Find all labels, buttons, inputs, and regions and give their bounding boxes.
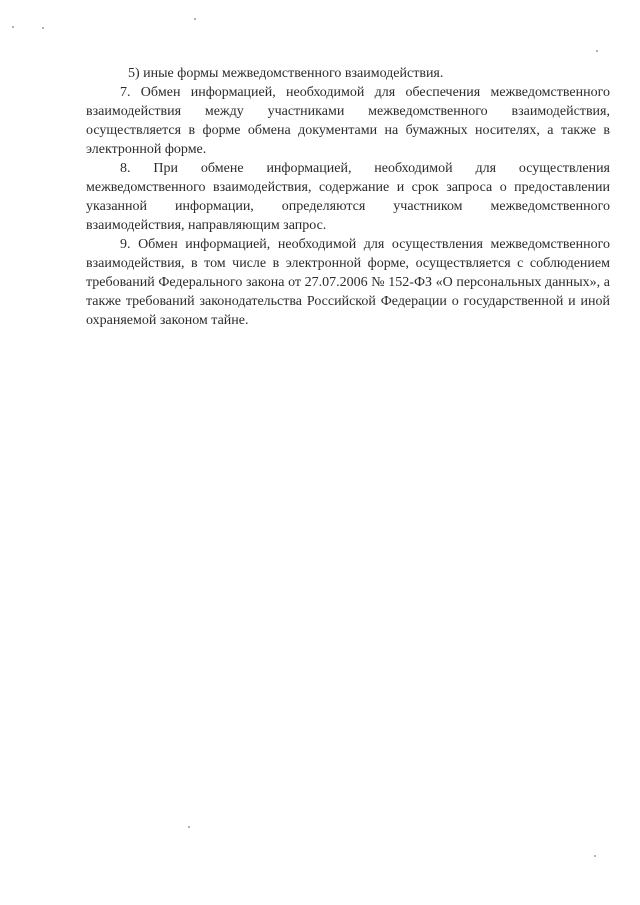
scan-speck [194,18,196,20]
document-body [86,64,610,330]
scan-speck [12,26,14,28]
paragraph-clause-9: 9. Обмен информацией, необходимой для осуществления межведомственного взаимодействия, в том числе в электронной форме, осуществляется с соблюдением требований Федерального закона от 27.07.2006 № 152-ФЗ «О персональных данных», а также требований законодательства Российской Федерации о государственной и иной охраняемой законом тайне. [86,237,610,328]
paragraph-item-5: 5) иные формы межведомственного взаимодействия. [128,66,444,81]
paragraph-clause-7: 7. Обмен информацией, необходимой для обеспечения межведомственного взаимодействия между участниками межведомственного взаимодействия, осуществляется в форме обмена документами на бумажных носителях, а также в электронной форме. [86,85,610,157]
paragraph-clause-8: 8. При обмене информацией, необходимой для осуществления межведомственного взаимодействия, содержание и срок запроса о предоставлении указанной информации, определяются участником межведомственного взаимодействия, направляющим запрос. [86,161,610,233]
scan-speck [188,826,190,828]
scan-speck [594,855,596,857]
scan-speck [596,50,598,52]
scan-speck [42,27,44,29]
